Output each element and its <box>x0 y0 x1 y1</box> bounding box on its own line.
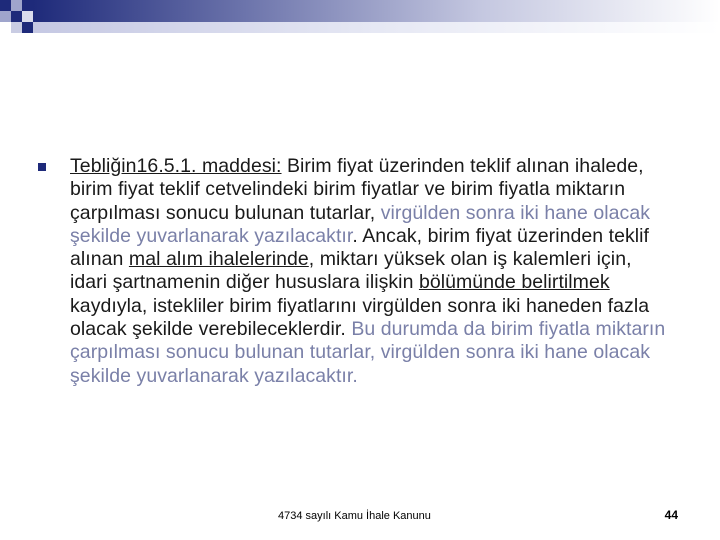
slide-paragraph <box>70 155 670 388</box>
decor-square <box>0 11 11 22</box>
footer-title: 4734 sayılı Kamu İhale Kanunu <box>278 510 431 522</box>
square-bullet-icon <box>38 163 46 171</box>
text-segment: Tebliğin16.5.1. maddesi: <box>70 155 282 177</box>
text-segment: kaydıyla, istekliler birim fiyatlarını virgülden sonra iki haneden fazla olacak şekilde verebileceklerdir. <box>70 294 650 341</box>
decor-square <box>11 22 22 33</box>
text-segment: Birim fiyat üzerinden teklif alınan ihalede, birim fiyat teklif cetvelindeki birim fiyatlar ve birim fiyatla miktarın çarpılması sonucu bulunan tutarlar, <box>70 155 644 224</box>
decor-square <box>0 0 11 11</box>
page-number: 44 <box>664 508 678 522</box>
text-segment: bölümünde belirtilmek <box>418 271 610 294</box>
text-segment: mal alım ihalelerinde <box>128 248 309 271</box>
text-segment: , miktarı yüksek olan iş kalemleri için, idari şartnamenin diğer hususlara ilişkin <box>70 248 632 294</box>
text-segment: virgülden sonra iki hane olacak şekilde yuvarlanarak yazılacaktır <box>70 201 651 247</box>
text-segment: . Ancak, birim fiyat üzerinden teklif alınan <box>70 224 650 271</box>
decor-square <box>11 11 22 22</box>
decor-square <box>22 22 33 33</box>
text-segment: Bu durumda da birim fiyatla miktarın çarpılması sonucu bulunan tutarlar, virgülden sonra iki hane olacak şekilde yuvarlanarak yazılacaktır. <box>70 318 666 387</box>
header-gradient-underbar <box>33 22 720 33</box>
header-gradient-bar <box>33 0 720 22</box>
decor-square <box>22 0 33 11</box>
decor-square <box>11 0 22 11</box>
decor-square <box>22 11 33 22</box>
